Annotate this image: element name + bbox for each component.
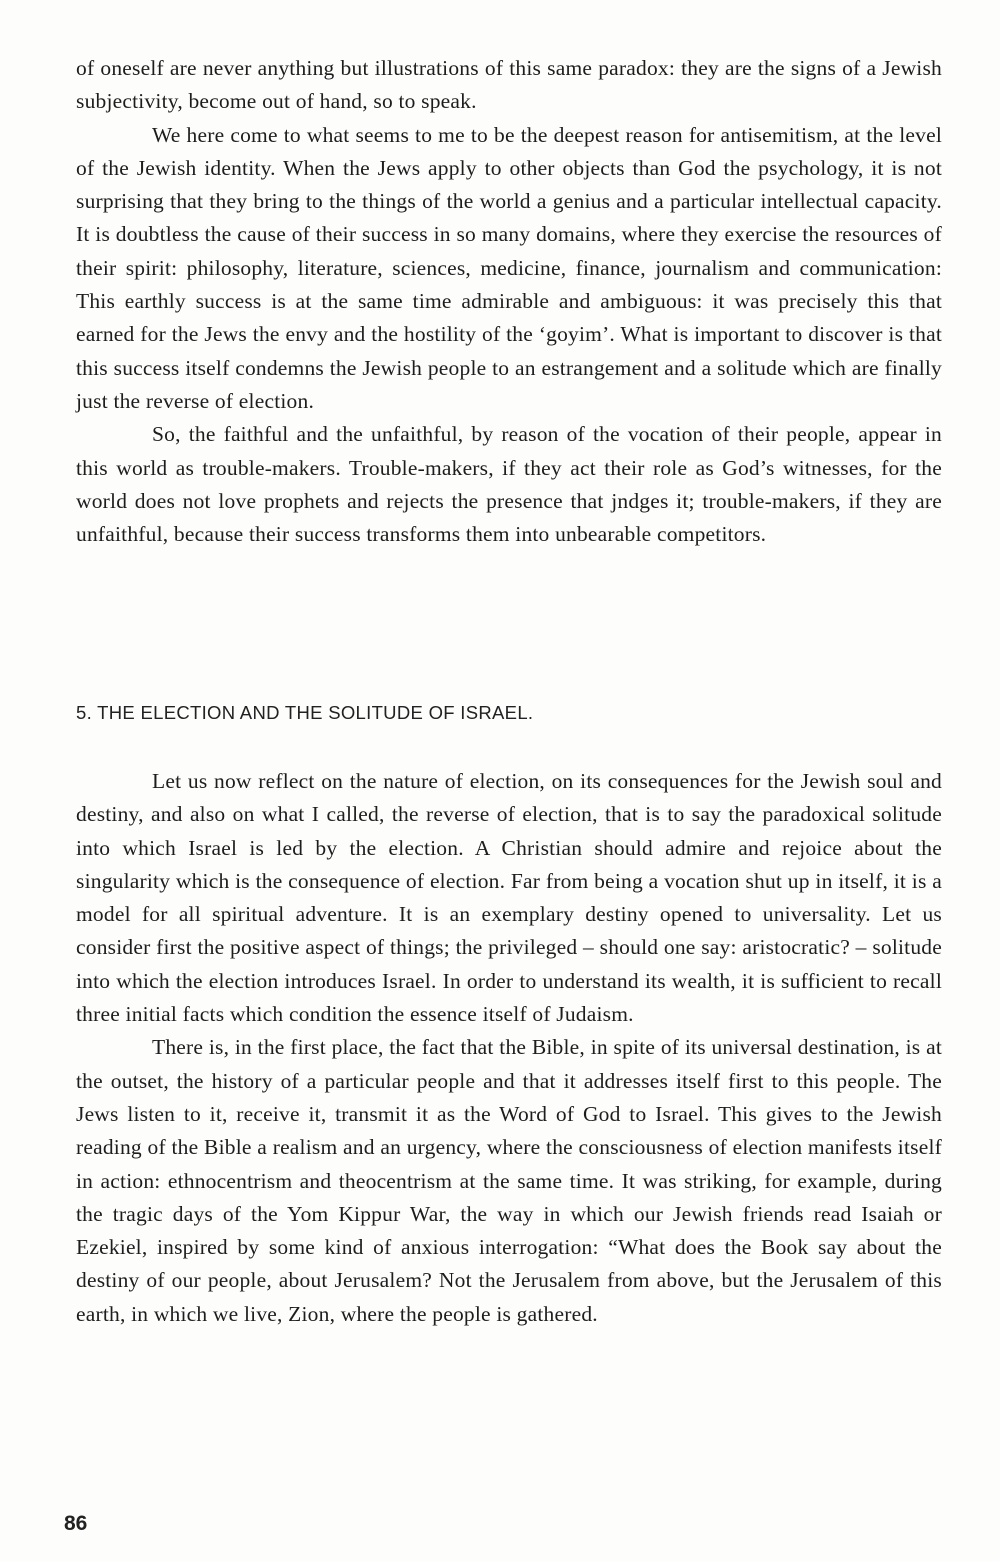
section-heading: 5. THE ELECTION AND THE SOLITUDE OF ISRAEL. [76, 702, 534, 723]
paragraph-antisemitism: We here come to what seems to me to be the deepest reason for antisemitism, at the level of the Jewish identity. When the Jews apply to other objects than God the psychology, it is not surprising that they bring to the things of the world a genius and a particular intellectual capacity. It is doubtless the cause of their success in so many domains, where they exercise the resources of their spirit: philosophy, literature, sciences, medicine, finance, journalism and communication: This earthly success is at the same time admirable and ambiguous: it was precisely this that earned for the Jews the envy and the hostility of the ‘goyim’. What is important to discover is that this success itself condemns the Jewish people to an estrangement and a solitude which are finally just the reverse of election. [76, 122, 942, 413]
paragraph-bible-particular-people: There is, in the first place, the fact that the Bible, in spite of its universal destination, is at the outset, the history of a particular people and that it addresses itself first to this people. The Jews listen to it, receive it, transmit it as the Word of God to Israel. This gives to the Jewish reading of the Bible a realism and an urgency, where the consciousness of election manifests itself in action: ethnocentrism and theocentrism at the same time. It was striking, for example, during the tragic days of the Yom Kippur War, the way in which our Jewish friends read Isaiah or Ezekiel, inspired by some kind of anxious interrogation: “What does the Book say about the destiny of our people, about Jerusalem? Not the Jerusalem from above, but the Jerusalem of this earth, in which we live, Zion, where the people is gathered. [76, 1035, 942, 1326]
text-block-top [76, 52, 942, 551]
paragraph-trouble-makers: So, the faithful and the unfaithful, by reason of the vocation of their people, appear in this world as trouble-makers. Trouble-makers, if they act their role as God’s witnesses, for the world does not love prophets and rejects the presence that jndges it; trouble-makers, if they are unfaithful, because their success transforms them into unbearable competitors. [76, 422, 942, 547]
paragraph-continuation: of oneself are never anything but illustrations of this same paradox: they are the signs of a Jewish subjectivity, become out of hand, so to speak. [76, 56, 942, 114]
text-block-bottom [76, 765, 942, 1331]
page-number: 86 [64, 1512, 88, 1535]
paragraph-nature-of-election: Let us now reflect on the nature of election, on its consequences for the Jewish soul and destiny, and also on what I called, the reverse of election, that is to say the paradoxical solitude into which Israel is led by the election. A Christian should admire and rejoice about the singularity which is the consequence of election. Far from being a vocation shut up in itself, it is a model for all spiritual adventure. It is an exemplary destiny opened to universality. Let us consider first the positive aspect of things; the privileged – should one say: aristocratic? – solitude into which the election introduces Israel. In order to understand its wealth, it is sufficient to recall three initial facts which condition the essence itself of Judaism. [76, 769, 942, 1027]
